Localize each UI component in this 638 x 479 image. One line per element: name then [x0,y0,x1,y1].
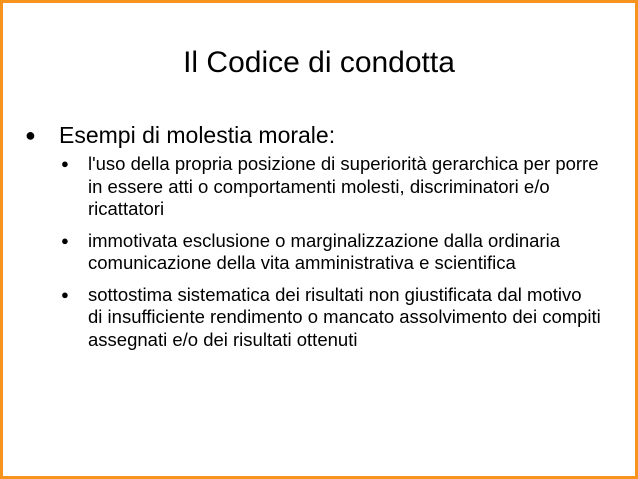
main-bullet-item [25,121,625,149]
sub-bullet-text: l'uso della propria posizione di superiorità gerarchica per porre in essere atti o comportamenti molesti, discriminatori e/o ricattatori [88,153,599,219]
main-bullet-text: Esempi di molestia morale: [59,122,336,148]
sub-bullet-list [61,153,601,360]
sub-bullet-text: sottostima sistematica dei risultati non giustificata dal motivo di insufficiente rendimento o mancato assolvimento dei compiti assegnati e/o dei risultati ottenuti [88,283,601,350]
sub-bullet-item [61,230,601,275]
bullet-icon: ● [25,125,36,145]
bullet-icon: ● [61,156,69,171]
sub-bullet-item [61,284,601,352]
bullet-icon: ● [61,286,69,302]
slide-title: Il Codice di condotta [183,46,455,79]
bullet-icon: ● [61,232,69,248]
main-bullet-list [25,121,625,149]
sub-bullet-text: immotivata esclusione o marginalizzazione dalla ordinaria comunicazione della vita amministrativa e scientifica [88,229,560,273]
sub-bullet-item [61,153,601,221]
